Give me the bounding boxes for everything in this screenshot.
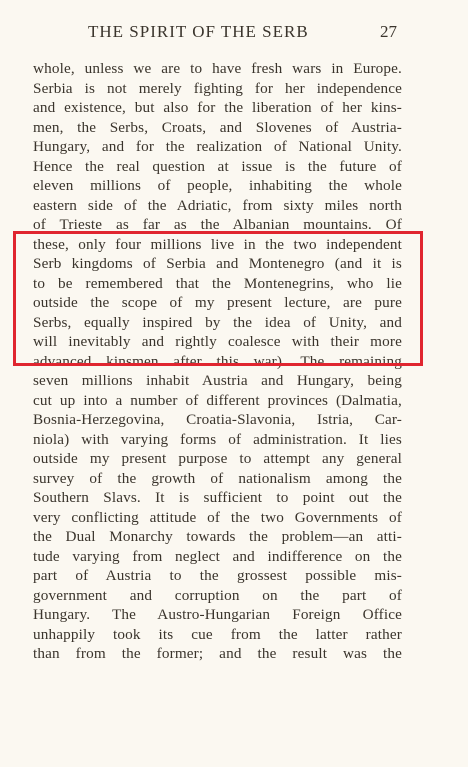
text-line: men, the Serbs, Croats, and Slovenes of Austria- <box>33 118 402 136</box>
text-line: will inevitably and rightly coalesce with their more <box>33 333 402 350</box>
text-line: part of Austria to the grossest possible mis- <box>33 567 402 584</box>
text-line: whole, unless we are to have fresh wars in Europe. <box>33 60 402 77</box>
text-line: Serb kingdoms of Serbia and Montenegro (and it is <box>33 255 402 272</box>
text-line: and existence, but also for the liberation of her kins- <box>33 99 402 116</box>
text-line: government and corruption on the part of <box>33 586 402 604</box>
text-line: outside my present purpose to attempt any general <box>33 450 402 467</box>
text-line: eleven millions of people, inhabiting the whole <box>33 177 402 194</box>
text-line: Hungary. The Austro-Hungarian Foreign Office <box>33 606 402 623</box>
text-line: of Trieste as far as the Albanian mountains. Of <box>33 216 402 233</box>
text-line: to be remembered that the Montenegrins, who lie <box>33 274 402 292</box>
text-line: Serbia is not merely fighting for her independence <box>33 79 402 97</box>
body-text <box>33 59 402 664</box>
running-head <box>0 22 468 46</box>
page-number: 27 <box>380 22 397 41</box>
text-line: than from the former; and the result was the <box>33 645 402 662</box>
text-line: eastern side of the Adriatic, from sixty miles north <box>33 196 402 214</box>
text-line: very conflicting attitude of the two Governments of <box>33 508 402 526</box>
text-line: cut up into a number of different provinces (Dalmatia, <box>33 391 402 409</box>
text-line: Hence the real question at issue is the future of <box>33 157 402 175</box>
text-line: Southern Slavs. It is sufficient to point out the <box>33 489 402 506</box>
text-line: unhappily took its cue from the latter rather <box>33 625 402 643</box>
text-line: Bosnia-Herzegovina, Croatia-Slavonia, Istria, Car- <box>33 411 402 428</box>
text-line: Hungary, and for the realization of National Unity. <box>33 138 402 155</box>
text-line: niola) with varying forms of administration. It lies <box>33 430 402 448</box>
text-line: Serbs, equally inspired by the idea of Unity, and <box>33 313 402 331</box>
text-line: advanced kinsmen after this war). The remaining <box>33 352 402 370</box>
running-title: THE SPIRIT OF THE SERB <box>88 22 309 41</box>
text-line: seven millions inhabit Austria and Hungary, being <box>33 372 402 389</box>
text-line: tude varying from neglect and indifference on the <box>33 547 402 565</box>
text-line: survey of the growth of nationalism among the <box>33 469 402 487</box>
text-line: the Dual Monarchy towards the problem—an atti- <box>33 528 402 545</box>
text-line: outside the scope of my present lecture, are pure <box>33 294 402 311</box>
text-line: these, only four millions live in the two independent <box>33 235 402 253</box>
